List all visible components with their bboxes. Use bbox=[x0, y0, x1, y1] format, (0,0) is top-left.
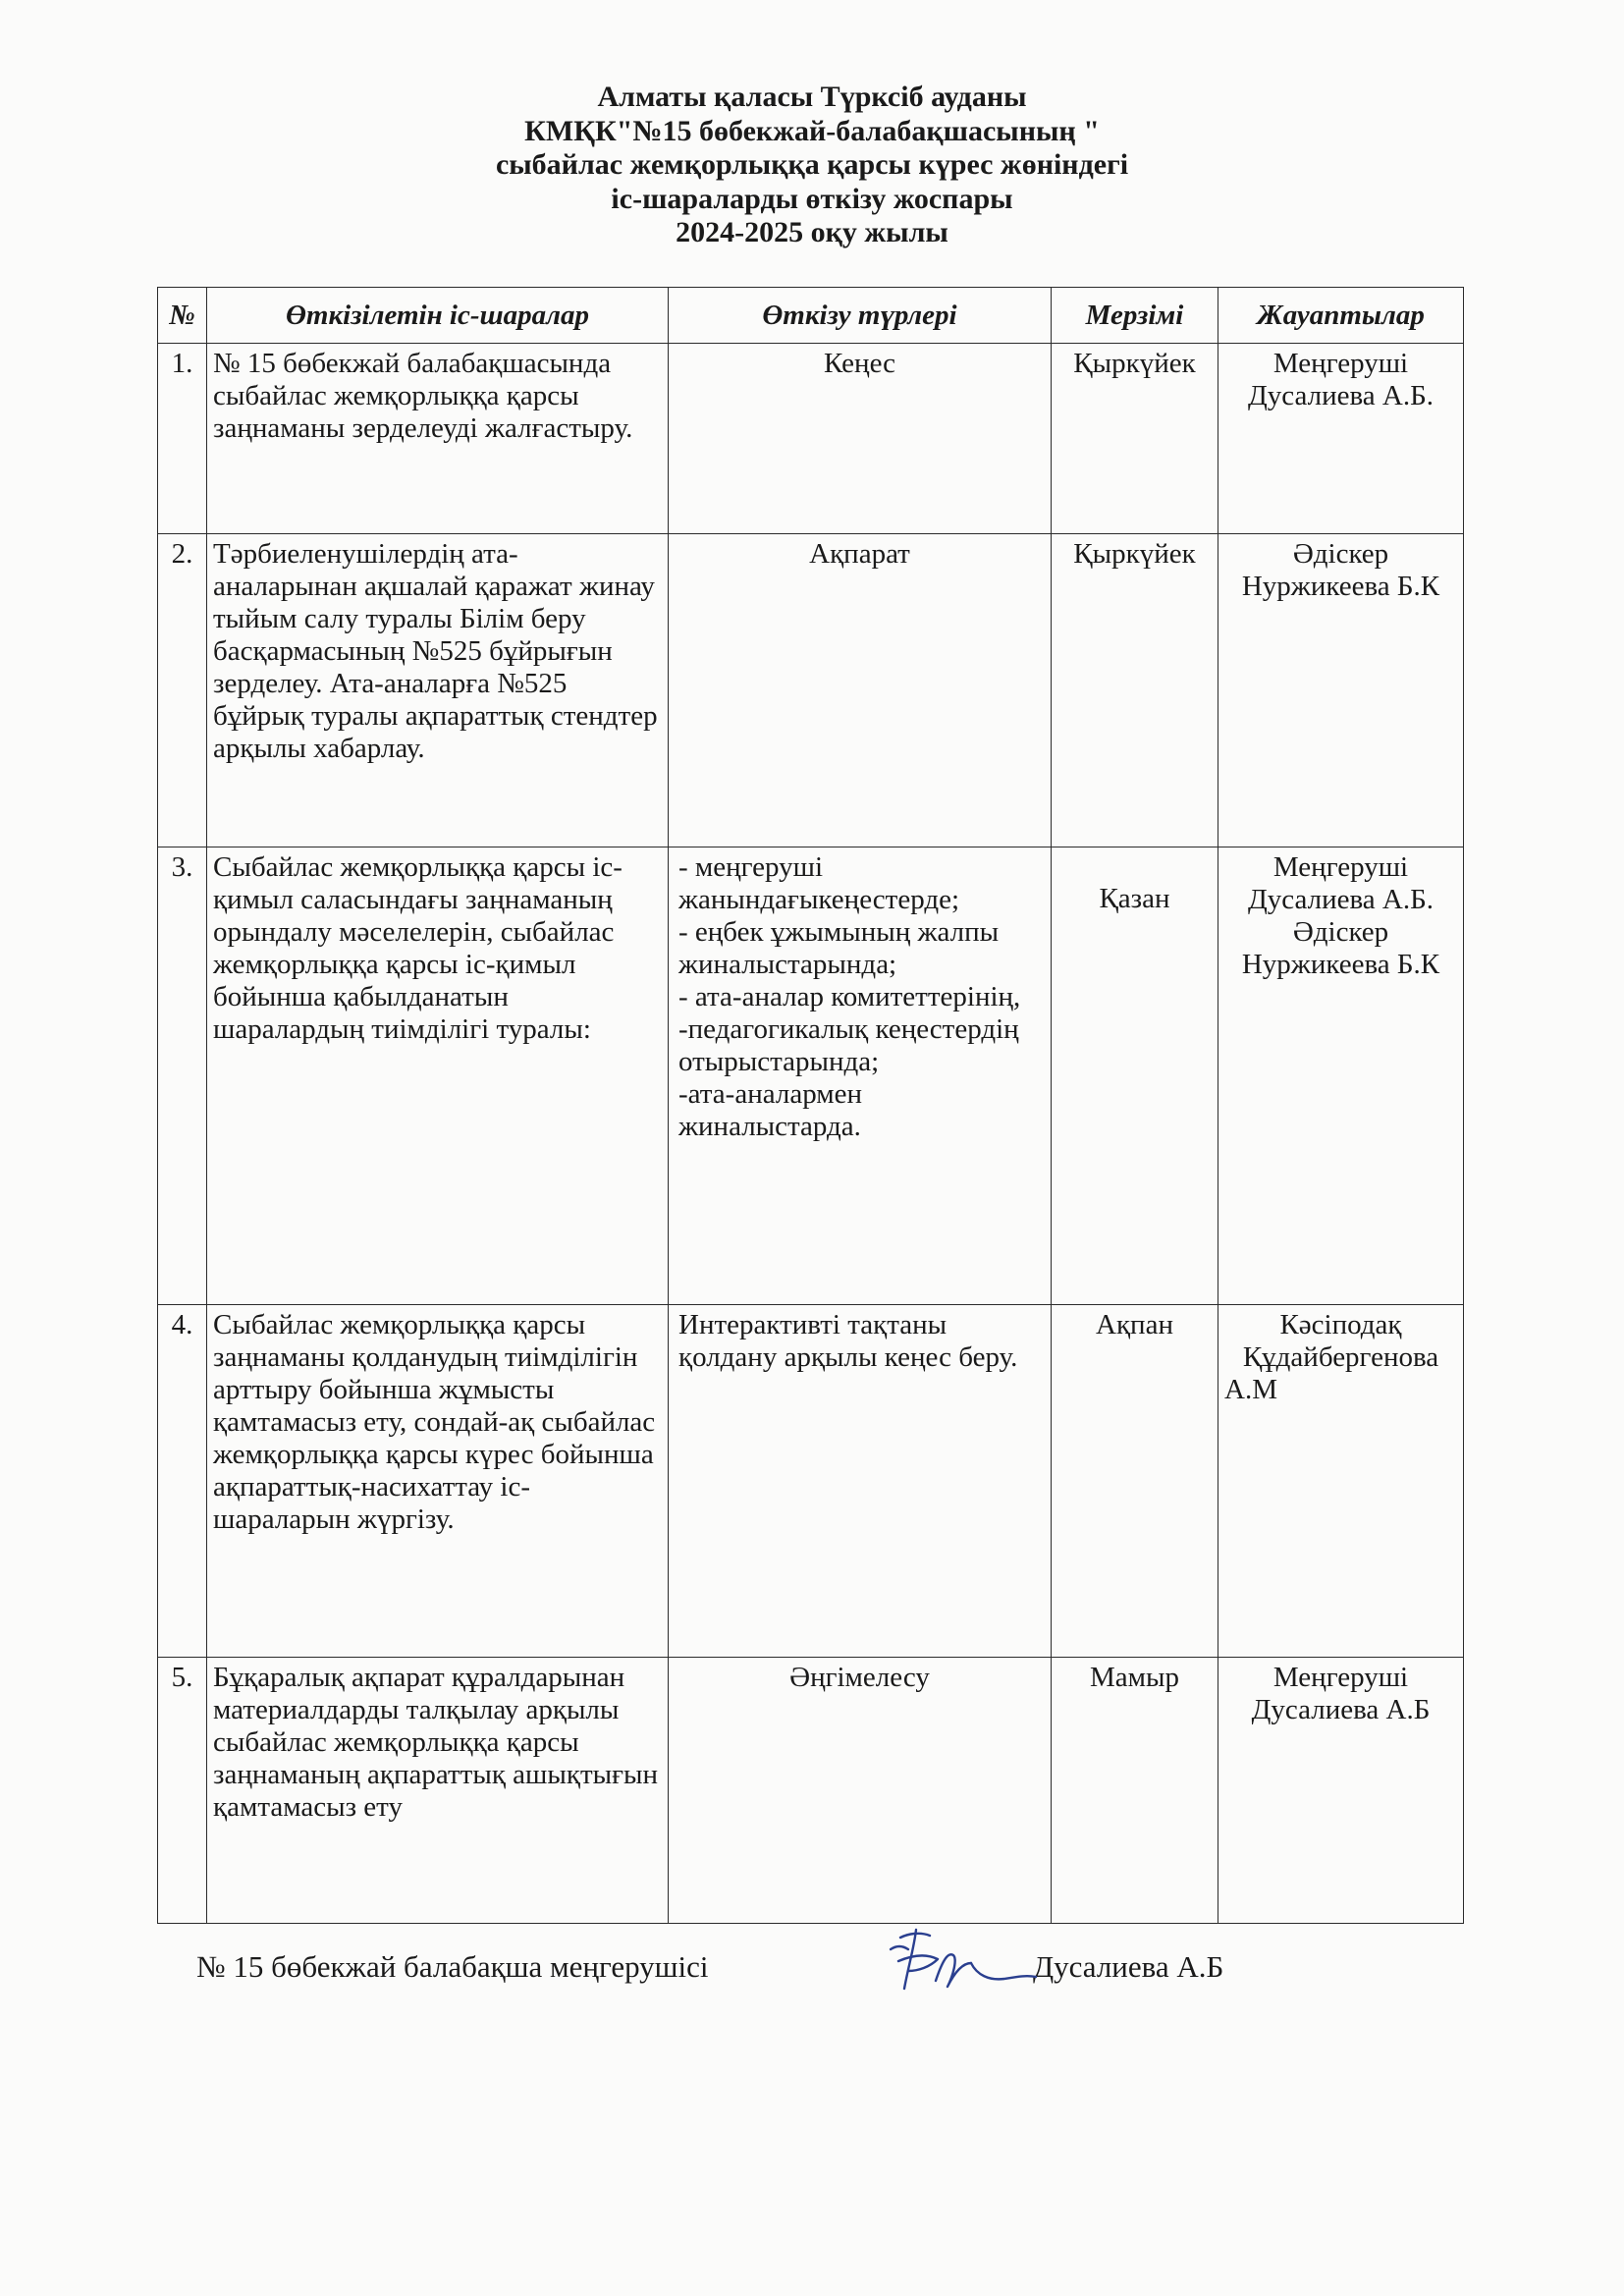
form-line: -педагогикалық кеңестердің отырыстарында; bbox=[678, 1013, 1019, 1077]
row-number: 2. bbox=[158, 534, 207, 847]
responsible-line: Нуржикеева Б.К bbox=[1241, 949, 1440, 980]
responsible-line: Меңгеруші bbox=[1272, 1662, 1409, 1693]
row-responsible bbox=[1218, 1305, 1464, 1658]
table-row bbox=[158, 1658, 1464, 1924]
row-responsible bbox=[1218, 344, 1464, 534]
row-date: Қыркүйек bbox=[1052, 534, 1218, 847]
row-date: Қазан bbox=[1052, 847, 1218, 1305]
row-activity: Бұқаралық ақпарат құралдарынан материалдарды талқылау арқылы сыбайлас жемқорлыққа қарсы заңнаманың ақпараттық ашықтығын қамтамасыз ету bbox=[207, 1658, 669, 1924]
header-activity: Өткізілетін іс-шаралар bbox=[207, 288, 669, 344]
table-row bbox=[158, 534, 1464, 847]
table-row bbox=[158, 1305, 1464, 1658]
row-number: 3. bbox=[158, 847, 207, 1305]
plan-table bbox=[157, 287, 1464, 1924]
header-organization: КМҚК"№15 бөбекжай-балабақшасының " bbox=[524, 114, 1100, 147]
responsible-line: Әдіскер bbox=[1292, 916, 1389, 948]
row-responsible bbox=[1218, 534, 1464, 847]
row-form: Интерактивті тақтаны қолдану арқылы кеңес беру. bbox=[669, 1305, 1052, 1658]
form-line: -ата-аналармен жиналыстарда. bbox=[678, 1078, 862, 1142]
header-subject: сыбайлас жемқорлыққа қарсы күрес жөніндегі bbox=[495, 148, 1129, 181]
row-activity: Сыбайлас жемқорлыққа қарсы заңнаманы қолданудың тиімділігін арттыру бойынша жұмысты қамтамасыз ету, сондай-ақ сыбайлас жемқорлыққа қарсы күрес бойынша ақпараттық-насихаттау іс-шараларын жүргізу. bbox=[207, 1305, 669, 1658]
responsible-line: Дусалиева А.Б bbox=[1251, 1694, 1431, 1725]
row-activity: № 15 бөбекжай балабақшасында сыбайлас жемқорлыққа қарсы заңнаманы зерделеуді жалғастыру. bbox=[207, 344, 669, 534]
header-num: № bbox=[158, 288, 207, 344]
responsible-line: Кәсіподақ bbox=[1279, 1309, 1402, 1340]
form-line: - ата-аналар комитеттерінің, bbox=[678, 981, 1021, 1012]
row-form: Әңгімелесу bbox=[669, 1658, 1052, 1924]
handwritten-signature-icon bbox=[879, 1920, 1046, 1998]
form-line: - меңгеруші жанындағыкеңестерде; bbox=[678, 851, 960, 915]
table-row bbox=[158, 344, 1464, 534]
header-responsible: Жауаптылар bbox=[1218, 288, 1464, 344]
header-date: Мерзімі bbox=[1052, 288, 1218, 344]
responsible-line: Дусалиева А.Б. bbox=[1247, 380, 1435, 411]
row-date: Ақпан bbox=[1052, 1305, 1218, 1658]
header-form: Өткізу түрлері bbox=[669, 288, 1052, 344]
row-activity: Тәрбиеленушілердің ата-аналарынан ақшалай қаражат жинау тыйым салу туралы Білім беру басқармасының №525 бұйрығын зерделеу. Ата-аналарға №525 бұйрық туралы ақпараттық стендтер арқылы хабарлау. bbox=[207, 534, 669, 847]
row-form: Кеңес bbox=[669, 344, 1052, 534]
responsible-line: Меңгеруші bbox=[1272, 851, 1409, 883]
signature-block bbox=[196, 1949, 1224, 1985]
row-number: 4. bbox=[158, 1305, 207, 1658]
row-activity: Сыбайлас жемқорлыққа қарсы іс-қимыл саласындағы заңнаманың орындалу мәселелерін, сыбайлас жемқорлыққа қарсы іс-қимыл бойынша қабылданатын шаралардың тиімділігі туралы: bbox=[207, 847, 669, 1305]
row-date: Қыркүйек bbox=[1052, 344, 1218, 534]
responsible-line: Нуржикеева Б.К bbox=[1241, 571, 1440, 602]
row-form: Ақпарат bbox=[669, 534, 1052, 847]
row-number: 1. bbox=[158, 344, 207, 534]
form-line: - еңбек ұжымының жалпы жиналыстарында; bbox=[678, 916, 1000, 980]
responsible-line: Дусалиева А.Б. bbox=[1247, 884, 1435, 915]
responsible-line: Әдіскер bbox=[1292, 538, 1389, 570]
responsible-line: Құдайбергенова bbox=[1242, 1341, 1439, 1373]
row-form bbox=[669, 847, 1052, 1305]
header-plan-title: іс-шараларды өткізу жоспары bbox=[611, 182, 1013, 215]
row-responsible bbox=[1218, 847, 1464, 1305]
responsible-line: Меңгеруші bbox=[1272, 348, 1409, 379]
row-date: Мамыр bbox=[1052, 1658, 1218, 1924]
row-number: 5. bbox=[158, 1658, 207, 1924]
row-responsible bbox=[1218, 1658, 1464, 1924]
signatory-name: Дусалиева А.Б bbox=[1033, 1949, 1224, 1984]
header-academic-year: 2024-2025 оқу жылы bbox=[676, 216, 948, 248]
header-district: Алматы қаласы Түрксіб ауданы bbox=[597, 81, 1027, 113]
table-header-row bbox=[158, 288, 1464, 344]
table-row bbox=[158, 847, 1464, 1305]
signatory-position: № 15 бөбекжай балабақша меңгерушісі bbox=[196, 1949, 709, 1984]
document-header bbox=[0, 81, 1624, 250]
responsible-line: А.М bbox=[1224, 1374, 1277, 1405]
